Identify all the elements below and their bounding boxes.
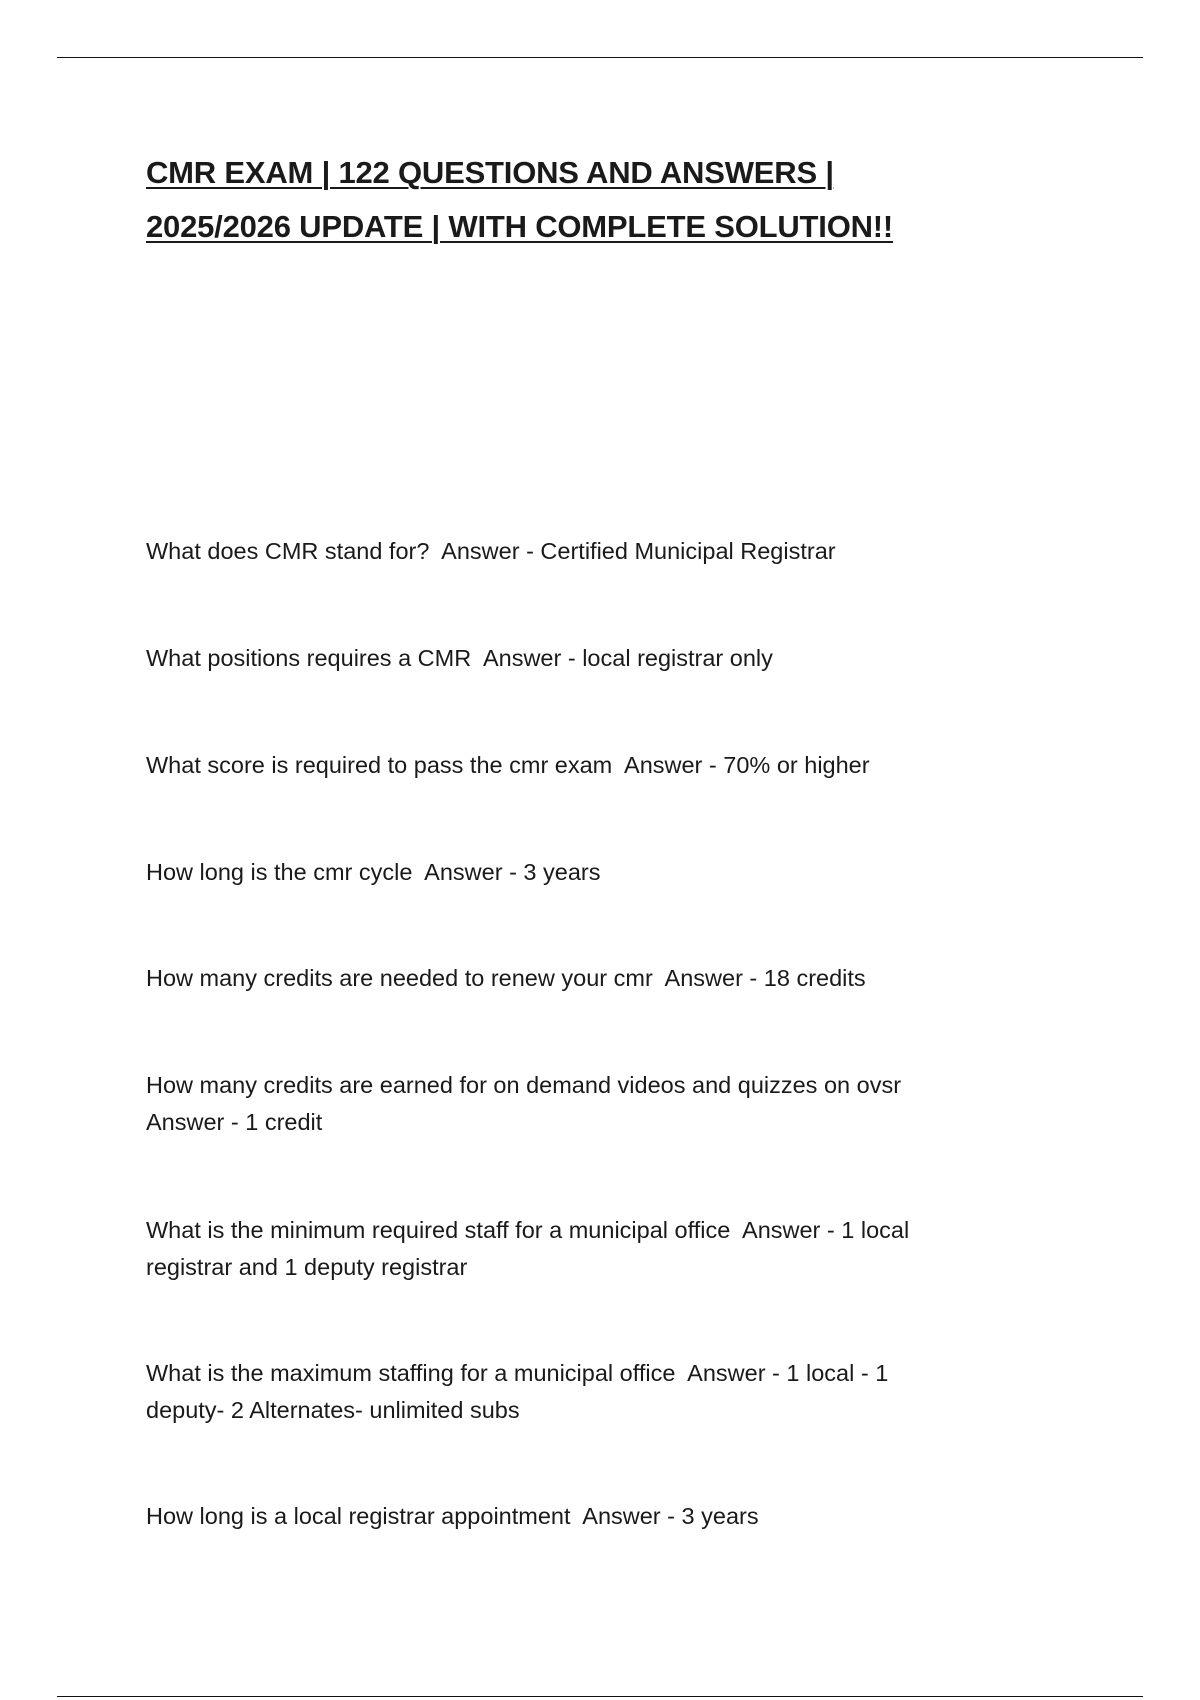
qa-item: What is the maximum staffing for a municipal office Answer - 1 local - 1 deputy- 2 Alternates- unlimited subs — [146, 1360, 889, 1423]
bottom-rule — [57, 1696, 1143, 1697]
qa-item: How long is the cmr cycle Answer - 3 years — [146, 859, 601, 885]
qa-item: What positions requires a CMR Answer - local registrar only — [146, 645, 773, 671]
top-rule — [57, 57, 1143, 58]
qa-item: How many credits are needed to renew your cmr Answer - 18 credits — [146, 965, 866, 991]
qa-item: What is the minimum required staff for a municipal office Answer - 1 local registrar and 1 deputy registrar — [146, 1217, 910, 1280]
qa-item: How long is a local registrar appointment Answer - 3 years — [146, 1503, 759, 1529]
title-line-1: CMR EXAM | 122 QUESTIONS AND ANSWERS | — [146, 155, 834, 190]
qa-item: How many credits are earned for on demand videos and quizzes on ovsr Answer - 1 credit — [146, 1072, 902, 1135]
title-line-2: 2025/2026 UPDATE | WITH COMPLETE SOLUTION!! — [146, 209, 894, 244]
document-title — [146, 146, 1046, 254]
qa-item: What does CMR stand for? Answer - Certified Municipal Registrar — [146, 538, 836, 564]
qa-item: What score is required to pass the cmr exam Answer - 70% or higher — [146, 752, 870, 778]
